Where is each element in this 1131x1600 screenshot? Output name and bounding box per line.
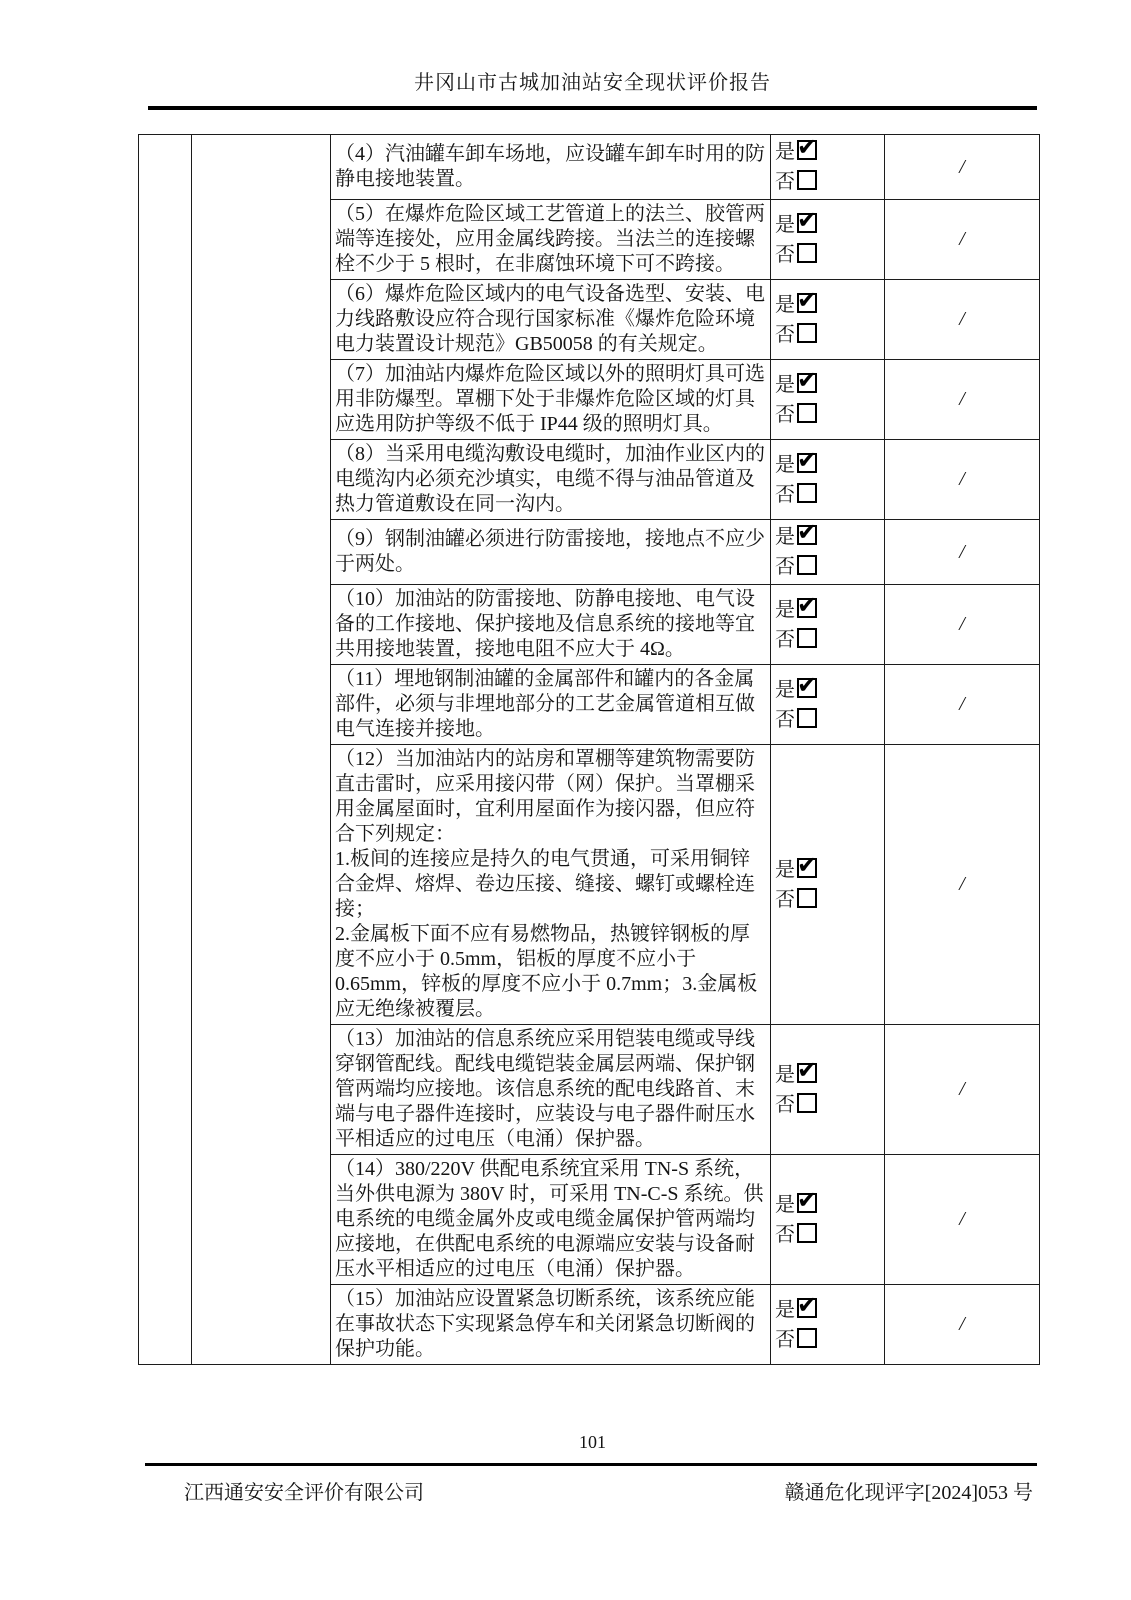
page-title: 井冈山市古城加油站安全现状评价报告 [414, 72, 771, 94]
yes-no-group [775, 595, 817, 655]
page-number: 101 [579, 1432, 606, 1452]
no-label: 否 [775, 323, 795, 346]
yes-checkbox [797, 1063, 817, 1083]
yes-no-group [775, 370, 817, 430]
checklist-table [138, 134, 1040, 1365]
no-line [775, 625, 817, 655]
item-result: / [885, 135, 1040, 200]
item-result: / [885, 1155, 1040, 1285]
yes-label: 是 [775, 526, 795, 548]
no-label: 否 [775, 483, 795, 506]
no-line [775, 480, 817, 510]
yes-label: 是 [775, 1193, 795, 1216]
item-result: / [885, 1025, 1040, 1155]
no-checkbox [797, 555, 817, 575]
item-text: （15）加油站应设置紧急切断系统，该系统应能在事故状态下实现紧急停车和关闭紧急切断阀的保护功能。 [331, 1285, 771, 1365]
item-checkboxes [771, 280, 885, 360]
page-footer [148, 1476, 1037, 1505]
category-column [192, 135, 331, 1365]
no-checkbox [797, 323, 817, 343]
no-checkbox [797, 888, 817, 908]
yes-label: 是 [775, 213, 795, 236]
no-checkbox [797, 243, 817, 263]
no-label: 否 [775, 1328, 795, 1351]
item-checkboxes [771, 665, 885, 745]
yes-line [775, 210, 817, 240]
no-line [775, 705, 817, 735]
no-line [775, 1090, 817, 1120]
yes-checkbox [797, 858, 817, 878]
item-text: （7）加油站内爆炸危险区域以外的照明灯具可选用非防爆型。罩棚下处于非爆炸危险区域的灯具应选用防护等级不低于 IP44 级的照明灯具。 [331, 360, 771, 440]
item-text: （9）钢制油罐必须进行防雷接地，接地点不应少于两处。 [331, 520, 771, 585]
item-result: / [885, 520, 1040, 585]
yes-line [775, 1060, 817, 1090]
yes-line [775, 522, 817, 552]
item-text: （12）当加油站内的站房和罩棚等建筑物需要防直击雷时，应采用接闪带（网）保护。当罩棚采用金属屋面时，宜利用屋面作为接闪器，但应符合下列规定： 1.板间的连接应是持久的电气贯通，可采用铜锌合金焊、熔焊、卷边压接、缝接、螺钉或螺栓连接； 2.金属板下面不应有易燃物品，热镀锌钢板的厚度不应小于 0.5mm，铝板的厚度不应小于 0.65mm，锌板的厚度不应小于 0.7mm；3.金属板应无绝缘被覆层。 [331, 745, 771, 1025]
yes-line [775, 370, 817, 400]
yes-line [775, 1295, 817, 1325]
no-label: 否 [775, 1223, 795, 1246]
footer-company: 江西通安安全评价有限公司 [184, 1482, 424, 1504]
yes-no-group [775, 1190, 817, 1250]
item-checkboxes [771, 135, 885, 200]
item-text: （14）380/220V 供配电系统宜采用 TN-S 系统，当外供电源为 380V 时，可采用 TN-C-S 系统。供电系统的电缆金属外皮或电缆金属保护管两端均应接地，在供配电系统的电源端应安装与设备耐压水平相适应的过电压（电涌）保护器。 [331, 1155, 771, 1285]
sequence-number-column [139, 135, 192, 1365]
item-checkboxes [771, 1285, 885, 1365]
no-label: 否 [775, 708, 795, 731]
item-result: / [885, 440, 1040, 520]
item-checkboxes [771, 1025, 885, 1155]
yes-label: 是 [775, 1063, 795, 1086]
no-label: 否 [775, 888, 795, 911]
yes-line [775, 675, 817, 705]
yes-checkbox [797, 293, 817, 313]
no-label: 否 [775, 171, 795, 193]
yes-checkbox [797, 213, 817, 233]
no-checkbox [797, 1328, 817, 1348]
no-line [775, 167, 817, 197]
no-line [775, 400, 817, 430]
item-result: / [885, 745, 1040, 1025]
no-checkbox [797, 1223, 817, 1243]
no-line [775, 1325, 817, 1355]
no-label: 否 [775, 403, 795, 426]
yes-line [775, 137, 817, 167]
yes-no-group [775, 290, 817, 350]
item-text: （11）埋地钢制油罐的金属部件和罐内的各金属部件，必须与非埋地部分的工艺金属管道相互做电气连接并接地。 [331, 665, 771, 745]
yes-label: 是 [775, 141, 795, 163]
item-checkboxes [771, 440, 885, 520]
item-result: / [885, 1285, 1040, 1365]
no-checkbox [797, 170, 817, 190]
item-checkboxes [771, 520, 885, 585]
no-line [775, 320, 817, 350]
no-checkbox [797, 403, 817, 423]
yes-line [775, 450, 817, 480]
no-checkbox [797, 483, 817, 503]
yes-label: 是 [775, 453, 795, 476]
no-checkbox [797, 628, 817, 648]
item-text: （4）汽油罐车卸车场地，应设罐车卸车时用的防静电接地装置。 [331, 135, 771, 200]
yes-no-group [775, 675, 817, 735]
item-result: / [885, 360, 1040, 440]
item-text: （5）在爆炸危险区域工艺管道上的法兰、胶管两端等连接处，应用金属线跨接。当法兰的连接螺栓不少于 5 根时，在非腐蚀环境下可不跨接。 [331, 200, 771, 280]
no-label: 否 [775, 1093, 795, 1116]
footer-doc-number: 赣通危化现评字[2024]053 号 [784, 1482, 1033, 1504]
no-line [775, 240, 817, 270]
yes-label: 是 [775, 858, 795, 881]
yes-no-group [775, 1295, 817, 1355]
no-label: 否 [775, 628, 795, 651]
item-text: （10）加油站的防雷接地、防静电接地、电气设备的工作接地、保护接地及信息系统的接地等宜共用接地装置，接地电阻不应大于 4Ω。 [331, 585, 771, 665]
item-checkboxes [771, 360, 885, 440]
no-checkbox [797, 1093, 817, 1113]
footer-rule [145, 1463, 1037, 1466]
item-result: / [885, 280, 1040, 360]
item-text: （6）爆炸危险区域内的电气设备选型、安装、电力线路敷设应符合现行国家标准《爆炸危险环境电力装置设计规范》GB50058 的有关规定。 [331, 280, 771, 360]
header-rule [148, 106, 1037, 110]
item-text: （13）加油站的信息系统应采用铠装电缆或导线穿钢管配线。配线电缆铠装金属层两端、保护钢管两端均应接地。该信息系统的配电线路首、末端与电子器件连接时，应装设与电子器件耐压水平相适应的过电压（电涌）保护器。 [331, 1025, 771, 1155]
yes-label: 是 [775, 678, 795, 701]
yes-label: 是 [775, 598, 795, 621]
yes-checkbox [797, 678, 817, 698]
yes-checkbox [797, 140, 817, 160]
yes-line [775, 1190, 817, 1220]
yes-no-group [775, 855, 817, 915]
yes-label: 是 [775, 373, 795, 396]
yes-checkbox [797, 1298, 817, 1318]
item-result: / [885, 585, 1040, 665]
yes-checkbox [797, 598, 817, 618]
yes-checkbox [797, 453, 817, 473]
yes-no-group [775, 1060, 817, 1120]
no-label: 否 [775, 556, 795, 578]
item-checkboxes [771, 585, 885, 665]
yes-no-group [775, 522, 817, 582]
yes-line [775, 290, 817, 320]
item-text: （8）当采用电缆沟敷设电缆时，加油作业区内的电缆沟内必须充沙填实，电缆不得与油品管道及热力管道敷设在同一沟内。 [331, 440, 771, 520]
yes-no-group [775, 137, 817, 197]
no-line [775, 885, 817, 915]
no-line [775, 1220, 817, 1250]
yes-checkbox [797, 525, 817, 545]
yes-label: 是 [775, 1298, 795, 1321]
yes-checkbox [797, 1193, 817, 1213]
item-result: / [885, 200, 1040, 280]
yes-line [775, 855, 817, 885]
no-label: 否 [775, 243, 795, 266]
no-line [775, 552, 817, 582]
item-checkboxes [771, 200, 885, 280]
no-checkbox [797, 708, 817, 728]
table-row [139, 135, 1040, 200]
item-result: / [885, 665, 1040, 745]
item-checkboxes [771, 1155, 885, 1285]
yes-no-group [775, 450, 817, 510]
item-checkboxes [771, 745, 885, 1025]
yes-no-group [775, 210, 817, 270]
yes-line [775, 595, 817, 625]
yes-label: 是 [775, 293, 795, 316]
yes-checkbox [797, 373, 817, 393]
